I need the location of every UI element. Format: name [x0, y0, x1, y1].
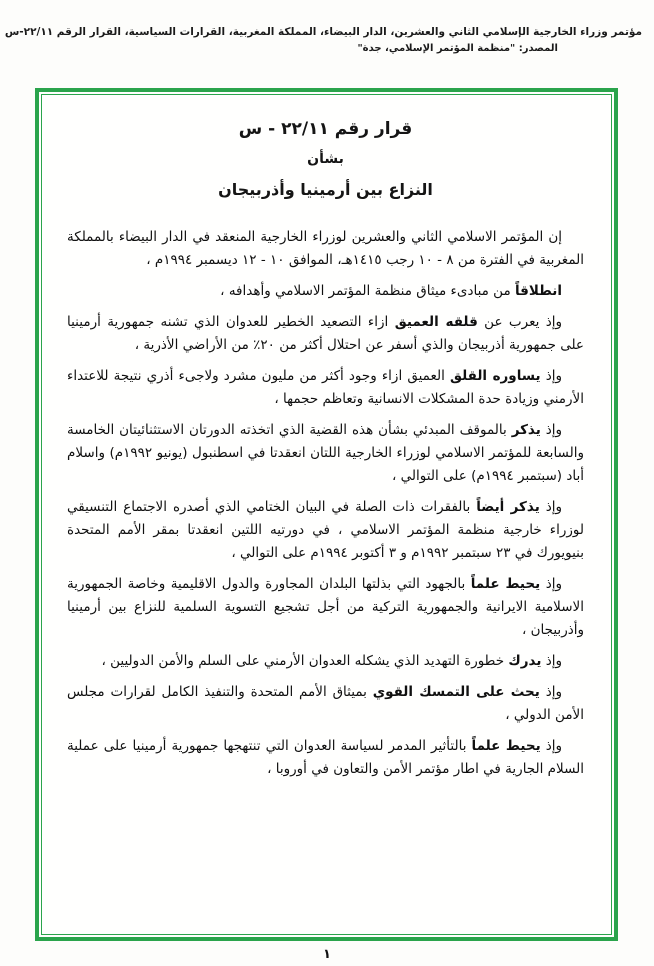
paragraph-preamble [67, 226, 584, 272]
resolution-title-block [67, 119, 584, 199]
para-rest-text: خطورة التهديد الذي يشكله العدوان الأرمني على السلم والأمن الدوليين ، [101, 653, 509, 669]
paragraph [67, 419, 584, 488]
para-bold-text: يساوره القلق [449, 368, 541, 384]
paragraph [67, 650, 584, 673]
para-lead-text: وإذ [540, 576, 562, 592]
para-rest-text: بميثاق الأمم المتحدة والتنفيذ الكامل لقرارات مجلس الأمن الدولي ، [67, 684, 584, 723]
para-bold-text: يحث على التمسك القوي [372, 684, 540, 700]
paragraph [67, 496, 584, 565]
para-bold-text: يدرك [508, 653, 542, 669]
source-line-1: مؤتمر وزراء الخارجية الإسلامي الثاني والعشرين، الدار البيضاء، المملكة المغربية، القرارات السياسية، القرار الرقم ٢٢/١١-س [4, 26, 642, 38]
para-rest-text: بالجهود التي بذلتها البلدان المجاورة والدول الاقليمية وخاصة الجمهورية الاسلامية الايرانية والجمهورية التركية من أجل تشجيع التسوية السلمية للنزاع بين أرمينيا وأذربيجان ، [67, 576, 584, 638]
paragraph [67, 573, 584, 642]
para-lead-text: وإذ [540, 422, 562, 438]
paragraph [67, 311, 584, 357]
para-lead-text: وإذ [539, 499, 562, 515]
green-document-frame-inner [41, 94, 612, 935]
para-rest-text: بالموقف المبدئي بشأن هذه القضية الذي اتخذته الدورتان الاستثنائيتان الخامسة والسابعة للمؤتمر الاسلامي لوزراء الخارجية اللتان انعقدتا في اسطنبول (يونيو ١٩٩٢م) واسلام أباد (سبتمبر ١٩٩٤م) على التوالي ، [67, 422, 584, 484]
para-bold-text: يحيط علماً [470, 576, 541, 592]
paragraph [67, 280, 584, 303]
paragraph [67, 365, 584, 411]
source-line-2: المصدر: "منظمة المؤتمر الإسلامي، جدة" [357, 43, 558, 54]
resolution-subject-title: النزاع بين أرمينيا وأذربيجان [218, 180, 433, 199]
para-lead-text: وإذ [540, 738, 562, 754]
para-rest-text: إن المؤتمر الاسلامي الثاني والعشرين لوزراء الخارجية المنعقد في الدار البيضاء بالمملكة المغربية في الفترة من ٨ - ١٠ رجب ١٤١٥هـ، الموافق ١٠ - ١٢ ديسمبر ١٩٩٤م ، [67, 229, 584, 268]
para-bold-text: انطلاقاً [514, 283, 562, 299]
para-bold-text: يذكر أيضاً [476, 499, 540, 515]
resolution-body [67, 226, 584, 781]
para-bold-text: يذكر [511, 422, 541, 438]
para-bold-text: قلقه العميق [394, 314, 478, 330]
page-number: ١ [323, 947, 331, 962]
para-lead-text: وإذ [540, 368, 562, 384]
para-lead-text: وإذ [539, 684, 562, 700]
paragraph [67, 681, 584, 727]
document-content [42, 95, 611, 934]
resolution-number-title: قرار رقم ٢٢/١١ - س [238, 119, 413, 139]
para-rest-text: بالتأثير المدمر لسياسة العدوان التي تنتهجها جمهورية أرمينيا على عملية السلام الجارية في اطار مؤتمر الأمن والتعاون في أوروبا ، [67, 738, 584, 777]
paragraph [67, 735, 584, 781]
para-rest-text: العميق ازاء وجود أكثر من مليون مشرد ولاجىء أذري نتيجة للاعتداء الأرمني وزيادة حدة المشكلات الانسانية وتعاظم حجمها ، [67, 368, 584, 407]
para-lead-text: وإذ يعرب عن [477, 314, 563, 330]
regarding-label: بشأن [307, 151, 344, 167]
para-rest-text: بالفقرات ذات الصلة في البيان الختامي الذي أصدره الاجتماع التنسيقي لوزراء خارجية منظمة المؤتمر الاسلامي ، في دورتيه اللتين انعقدتا بمقر الأمم المتحدة بنيويورك في ٢٣ سبتمبر ١٩٩٢م و ٣ أكتوبر ١٩٩٤م على التوالي ، [67, 499, 584, 561]
source-header [4, 26, 642, 54]
para-lead-text: وإذ [541, 653, 562, 669]
para-bold-text: يحيط علماً [471, 738, 541, 754]
green-document-frame [35, 88, 618, 941]
para-rest-text: ازاء التصعيد الخطير للعدوان الذي تشنه جمهورية أرمينيا على جمهورية أذربيجان والذي أسفر عن احتلال أكثر من ٢٠٪ من الأراضي الأذرية ، [67, 314, 584, 353]
para-rest-text: من مبادىء ميثاق منظمة المؤتمر الاسلامي وأهدافه ، [220, 283, 515, 299]
